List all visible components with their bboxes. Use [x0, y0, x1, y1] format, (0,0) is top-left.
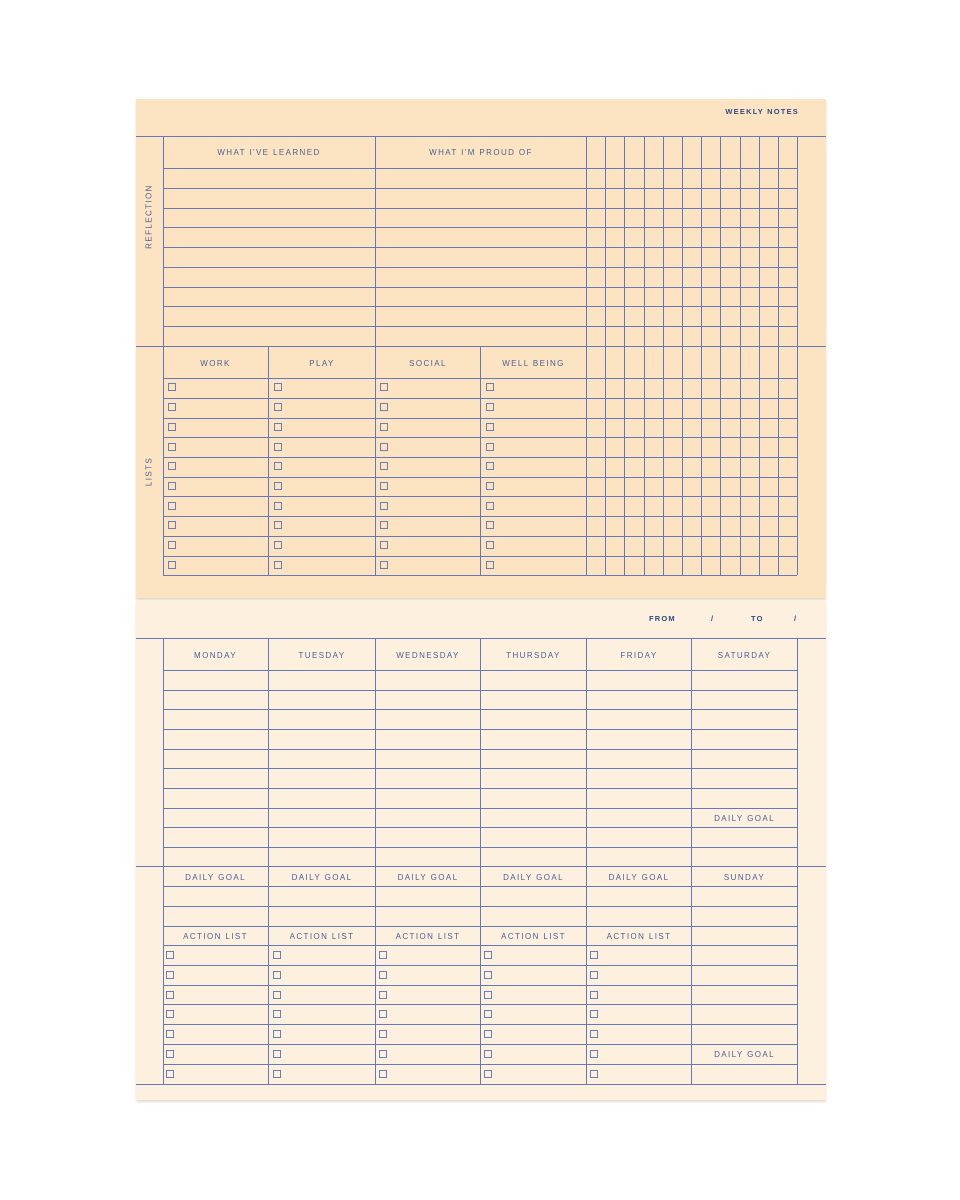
tracker-column: [759, 136, 760, 575]
section-divider: [136, 346, 826, 347]
checkbox[interactable]: [274, 482, 282, 490]
checkbox[interactable]: [166, 971, 174, 979]
column-divider: [268, 346, 269, 575]
checkbox[interactable]: [590, 991, 598, 999]
checkbox[interactable]: [168, 502, 176, 510]
checkbox[interactable]: [168, 383, 176, 391]
day-header-friday: FRIDAY: [620, 651, 658, 660]
tracker-column: [778, 136, 779, 575]
tracker-column: [701, 136, 702, 575]
daily-goal-label: DAILY GOAL: [397, 873, 459, 882]
learned-header: WHAT I'VE LEARNED: [217, 148, 321, 157]
checkbox[interactable]: [273, 991, 281, 999]
action-list-label: ACTION LIST: [289, 932, 355, 941]
tracker-column: [682, 136, 683, 575]
checkbox[interactable]: [486, 482, 494, 490]
checkbox[interactable]: [274, 383, 282, 391]
sunday-daily-goal: DAILY GOAL: [714, 1050, 775, 1059]
checkbox[interactable]: [486, 502, 494, 510]
checkbox[interactable]: [379, 1030, 387, 1038]
work-header: WORK: [200, 359, 231, 368]
sunday-header: SUNDAY: [723, 873, 766, 882]
daily-goal-label: DAILY GOAL: [291, 873, 353, 882]
checkbox[interactable]: [168, 561, 176, 569]
from-label: FROM: [649, 614, 676, 623]
checkbox[interactable]: [273, 1050, 281, 1058]
action-list-label: ACTION LIST: [606, 932, 672, 941]
day-header-thursday: THURSDAY: [506, 651, 561, 660]
saturday-daily-goal: DAILY GOAL: [714, 814, 775, 823]
checkbox[interactable]: [379, 951, 387, 959]
day-header-tuesday: TUESDAY: [298, 651, 346, 660]
daily-goal-label: DAILY GOAL: [608, 873, 670, 882]
checkbox[interactable]: [166, 1050, 174, 1058]
checkbox[interactable]: [486, 403, 494, 411]
wellbeing-header: WELL BEING: [502, 359, 565, 368]
checkbox[interactable]: [273, 1070, 281, 1078]
checkbox[interactable]: [166, 991, 174, 999]
day-divider: [480, 638, 481, 1084]
checkbox[interactable]: [484, 1030, 492, 1038]
checkbox[interactable]: [380, 383, 388, 391]
checkbox[interactable]: [486, 561, 494, 569]
lists-label: LISTS: [144, 456, 154, 487]
day-divider: [268, 638, 269, 1084]
daily-goal-label: DAILY GOAL: [185, 873, 246, 882]
checkbox[interactable]: [166, 1070, 174, 1078]
checkbox[interactable]: [168, 443, 176, 451]
checkbox[interactable]: [380, 541, 388, 549]
checkbox[interactable]: [380, 462, 388, 470]
checkbox[interactable]: [484, 951, 492, 959]
checkbox[interactable]: [380, 482, 388, 490]
checkbox[interactable]: [380, 443, 388, 451]
checkbox[interactable]: [273, 1030, 281, 1038]
checkbox[interactable]: [486, 383, 494, 391]
checkbox[interactable]: [379, 971, 387, 979]
tracker-column: [663, 136, 664, 575]
from-date-separator: /: [711, 614, 715, 623]
right-margin-line: [797, 638, 798, 1084]
checkbox[interactable]: [590, 1030, 598, 1038]
checkbox[interactable]: [380, 502, 388, 510]
tracker-column: [740, 136, 741, 575]
checkbox[interactable]: [380, 423, 388, 431]
checkbox[interactable]: [590, 1070, 598, 1078]
checkbox[interactable]: [484, 1010, 492, 1018]
day-header-saturday: SATURDAY: [717, 651, 772, 660]
checkbox[interactable]: [166, 951, 174, 959]
tracker-column: [644, 136, 645, 575]
day-header-monday: MONDAY: [194, 651, 237, 660]
checkbox[interactable]: [273, 971, 281, 979]
action-list-label: ACTION LIST: [183, 932, 248, 941]
checkbox[interactable]: [274, 403, 282, 411]
checkbox[interactable]: [380, 521, 388, 529]
play-header: PLAY: [309, 359, 335, 368]
checkbox[interactable]: [379, 1010, 387, 1018]
checkbox[interactable]: [380, 403, 388, 411]
checkbox[interactable]: [590, 951, 598, 959]
day-divider: [586, 638, 587, 1084]
tracker-column: [797, 136, 798, 575]
weekly-planner-sheet: [136, 601, 826, 1100]
checkbox[interactable]: [166, 1010, 174, 1018]
weekly-notes-sheet: [136, 99, 826, 598]
checkbox[interactable]: [486, 443, 494, 451]
tracker-column: [605, 136, 606, 575]
proud-header: WHAT I'M PROUD OF: [429, 148, 533, 157]
tracker-column: [624, 136, 625, 575]
checkbox[interactable]: [484, 991, 492, 999]
checkbox[interactable]: [168, 482, 176, 490]
action-list-label: ACTION LIST: [501, 932, 566, 941]
day-divider: [375, 638, 376, 1084]
checkbox[interactable]: [168, 541, 176, 549]
section-divider: [136, 866, 826, 867]
daily-goal-label: DAILY GOAL: [503, 873, 564, 882]
checkbox[interactable]: [274, 561, 282, 569]
checkbox[interactable]: [166, 1030, 174, 1038]
checkbox[interactable]: [274, 443, 282, 451]
checkbox[interactable]: [379, 1050, 387, 1058]
checkbox[interactable]: [486, 462, 494, 470]
checkbox[interactable]: [486, 521, 494, 529]
action-list-label: ACTION LIST: [395, 932, 461, 941]
checkbox[interactable]: [379, 991, 387, 999]
checkbox[interactable]: [486, 423, 494, 431]
reflection-label: REFLECTION: [144, 184, 154, 249]
checkbox[interactable]: [274, 541, 282, 549]
checkbox[interactable]: [274, 502, 282, 510]
tracker-column: [720, 136, 721, 575]
top-border: [136, 638, 826, 639]
day-header-wednesday: WEDNESDAY: [396, 651, 460, 660]
sheet-title: WEEKLY NOTES: [725, 107, 799, 116]
checkbox[interactable]: [484, 1070, 492, 1078]
checkbox[interactable]: [274, 521, 282, 529]
bottom-border: [163, 575, 797, 576]
to-date-separator: /: [794, 614, 798, 623]
checkbox[interactable]: [590, 1050, 598, 1058]
bottom-border: [136, 1084, 826, 1085]
left-margin-line: [163, 638, 164, 1084]
checkbox[interactable]: [168, 462, 176, 470]
checkbox[interactable]: [379, 1070, 387, 1078]
social-header: SOCIAL: [409, 359, 447, 368]
column-divider: [375, 136, 376, 575]
column-divider: [480, 346, 481, 575]
checkbox[interactable]: [273, 1010, 281, 1018]
day-divider: [691, 638, 692, 1084]
left-margin-line: [163, 136, 164, 575]
top-border: [136, 136, 826, 137]
checkbox[interactable]: [168, 403, 176, 411]
checkbox[interactable]: [484, 1050, 492, 1058]
checkbox[interactable]: [380, 561, 388, 569]
checkbox[interactable]: [484, 971, 492, 979]
checkbox[interactable]: [273, 951, 281, 959]
checkbox[interactable]: [274, 462, 282, 470]
column-divider: [586, 136, 587, 575]
checkbox[interactable]: [590, 971, 598, 979]
checkbox[interactable]: [168, 521, 176, 529]
checkbox[interactable]: [274, 423, 282, 431]
checkbox[interactable]: [486, 541, 494, 549]
checkbox[interactable]: [590, 1010, 598, 1018]
to-label: TO: [751, 614, 764, 623]
checkbox[interactable]: [168, 423, 176, 431]
